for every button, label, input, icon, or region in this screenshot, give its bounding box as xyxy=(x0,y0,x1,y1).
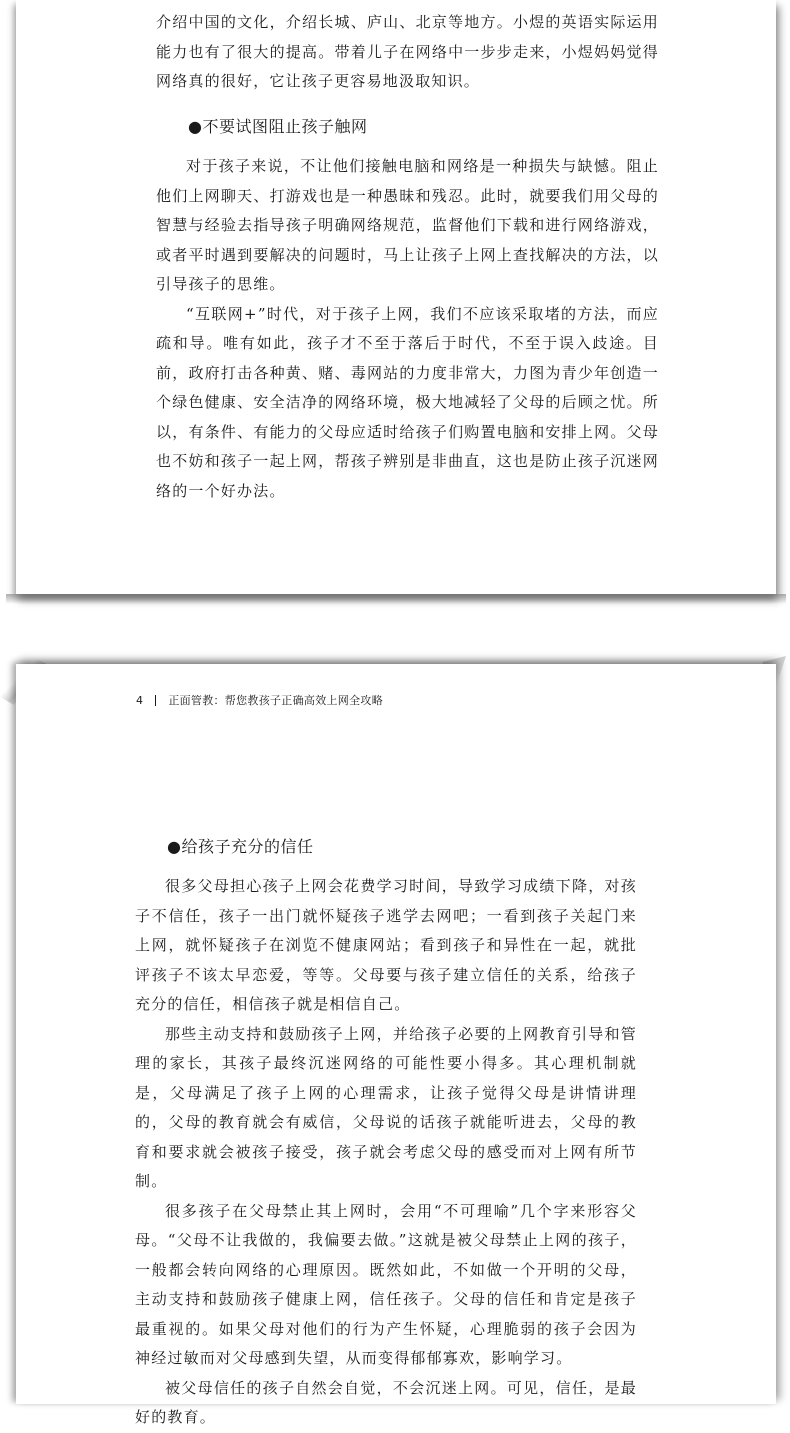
paragraph: 被父母信任的孩子自然会自觉，不会沉迷上网。可见，信任，是最好的教育。 xyxy=(135,1378,637,1426)
top-page-text xyxy=(156,8,659,97)
bottom-page-body xyxy=(135,872,637,1433)
top-heading-wrap xyxy=(188,114,668,137)
section-heading-dont-block: ●不要试图阻止孩子触网 xyxy=(188,117,368,136)
book-title: 正面管教：帮您教孩子正确高效上网全攻略 xyxy=(168,694,384,707)
header-divider xyxy=(155,695,156,706)
continued-paragraph: 介绍中国的文化，介绍长城、庐山、北京等地方。小煜的英语实际运用能力也有了很大的提高。带着儿子在网络中一步步走来，小煜妈妈觉得网络真的很好，它让孩子更容易地汲取知识。 xyxy=(156,13,659,90)
section-heading-trust: ●给孩子充分的信任 xyxy=(167,837,314,856)
paragraph: 很多父母担心孩子上网会花费学习时间，导致学习成绩下降，对孩子不信任，孩子一出门就怀疑孩子逃学去网吧；一看到孩子关起门来上网，就怀疑孩子在浏览不健康网站；看到孩子和异性在一起，就批评孩子不该太早恋爱，等等。父母要与孩子建立信任的关系，给孩子充分的信任，相信孩子就是相信自己。 xyxy=(135,877,637,1013)
bottom-heading-wrap xyxy=(167,834,647,857)
paragraph: 对于孩子来说，不让他们接触电脑和网络是一种损失与缺憾。阻止他们上网聊天、打游戏也是一种愚昧和残忍。此时，就要我们用父母的智慧与经验去指导孩子明确网络规范，监督他们下载和进行网络游戏，或者平时遇到要解决的问题时，马上让孩子上网上查找解决的方法，以引导孩子的思维。 xyxy=(156,157,659,293)
paragraph: 那些主动支持和鼓励孩子上网，并给孩子必要的上网教育引导和管理的家长，其孩子最终沉迷网络的可能性要小得多。其心理机制就是，父母满足了孩子上网的心理需求，让孩子觉得父母是讲情讲理的，父母的教育就会有威信，父母说的话孩子就能听进去，父母的教育和要求就会被孩子接受，孩子就会考虑父母的感受而对上网有所节制。 xyxy=(135,1024,637,1190)
running-header xyxy=(136,692,383,708)
page-number: 4 xyxy=(136,693,144,707)
top-page-body xyxy=(156,152,659,506)
paragraph: “互联网+”时代，对于孩子上网，我们不应该采取堵的方法，而应疏和导。唯有如此，孩子才不至于落后于时代，不至于误入歧途。目前，政府打击各种黄、赌、毒网站的力度非常大，力图为青少年创造一个绿色健康、安全洁净的网络环境，极大地减轻了父母的后顾之忧。所以，有条件、有能力的父母应适时给孩子们购置电脑和安排上网。父母也不妨和孩子一起上网，帮孩子辨别是非曲直，这也是防止孩子沉迷网络的一个好办法。 xyxy=(156,304,659,500)
paragraph: 很多孩子在父母禁止其上网时，会用“不可理喻”几个字来形容父母。“父母不让我做的，我偏要去做。”这就是被父母禁止上网的孩子，一般都会转向网络的心理原因。既然如此，不如做一个开明的父母，主动支持和鼓励孩子健康上网，信任孩子。父母的信任和肯定是孩子最重视的。如果父母对他们的行为产生怀疑，心理脆弱的孩子会因为神经过敏而对父母感到失望，从而变得郁郁寡欢，影响学习。 xyxy=(135,1201,637,1367)
